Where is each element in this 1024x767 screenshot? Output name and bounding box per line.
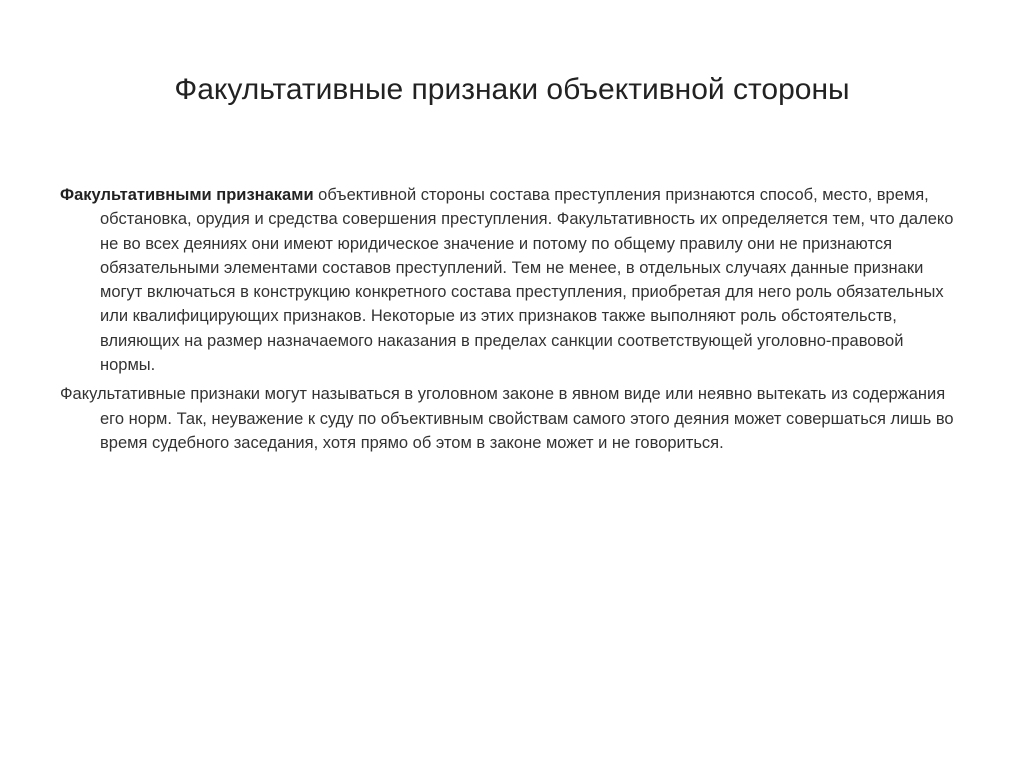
slide-body bbox=[60, 183, 960, 460]
paragraph-1 bbox=[60, 183, 960, 377]
paragraph-1-text: объективной стороны состава преступления признаются способ, место, время, обстановка, орудия и средства совершения преступления. Факультативность их определяется тем, что далеко не во всех деяниях они имеют юридическое значение и потому по общему правилу они не признаются обязательными элементами составов преступлений. Тем не менее, в отдельных случаях данные признаки могут включаться в конструкцию конкретного состава преступления, приобретая для него роль обязательных или квалифицирующих признаков. Некоторые из этих признаков также выполняют роль обстоятельств, влияющих на размер назначаемого наказания в пределах санкции соответствующей уголовно-правовой нормы. bbox=[100, 186, 954, 375]
slide-title: Факультативные признаки объективной стороны bbox=[174, 73, 850, 106]
paragraph-2 bbox=[60, 382, 960, 455]
paragraph-1-bold-term: Факультативными признаками bbox=[60, 186, 314, 204]
paragraph-2-text: Факультативные признаки могут называться в уголовном законе в явном виде или неявно вытекать из содержания его норм. Так, неуважение к суду по объективным свойствам самого этого деяния может совершаться лишь во время судебного заседания, хотя прямо об этом в законе может и не говориться. bbox=[60, 385, 954, 452]
